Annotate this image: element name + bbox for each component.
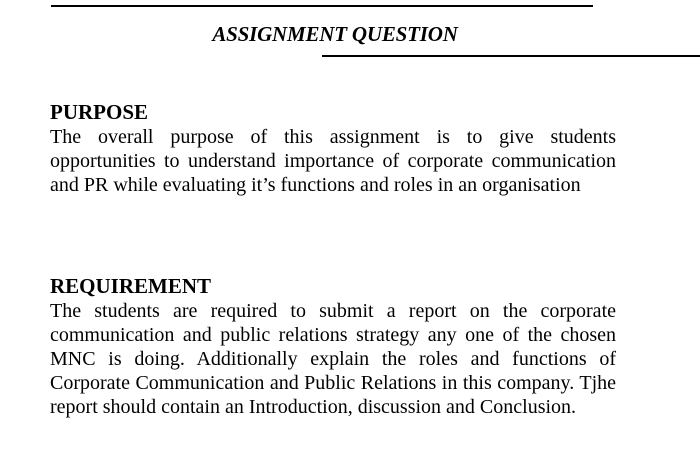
purpose-heading: PURPOSE xyxy=(50,100,149,124)
assignment-title: ASSIGNMENT QUESTION xyxy=(212,22,458,46)
requirement-heading: REQUIREMENT xyxy=(50,274,212,298)
requirement-section xyxy=(50,274,616,419)
purpose-section xyxy=(50,100,616,197)
requirement-paragraph: The students are required to submit a report on the corporate communication and public relations strategy any one of the chosen MNC is doing. Additionally explain the roles and functions of Corporate Communication and Public Relations in this company. Tjhe report should contain an Introduction, discussion and Conclusion. xyxy=(50,300,616,418)
title-underline-divider xyxy=(322,55,700,57)
purpose-paragraph: The overall purpose of this assignment is to give students opportunities to understand importance of corporate communication and PR while evaluating it’s functions and roles in an organisation xyxy=(50,126,616,196)
top-divider xyxy=(51,5,593,7)
